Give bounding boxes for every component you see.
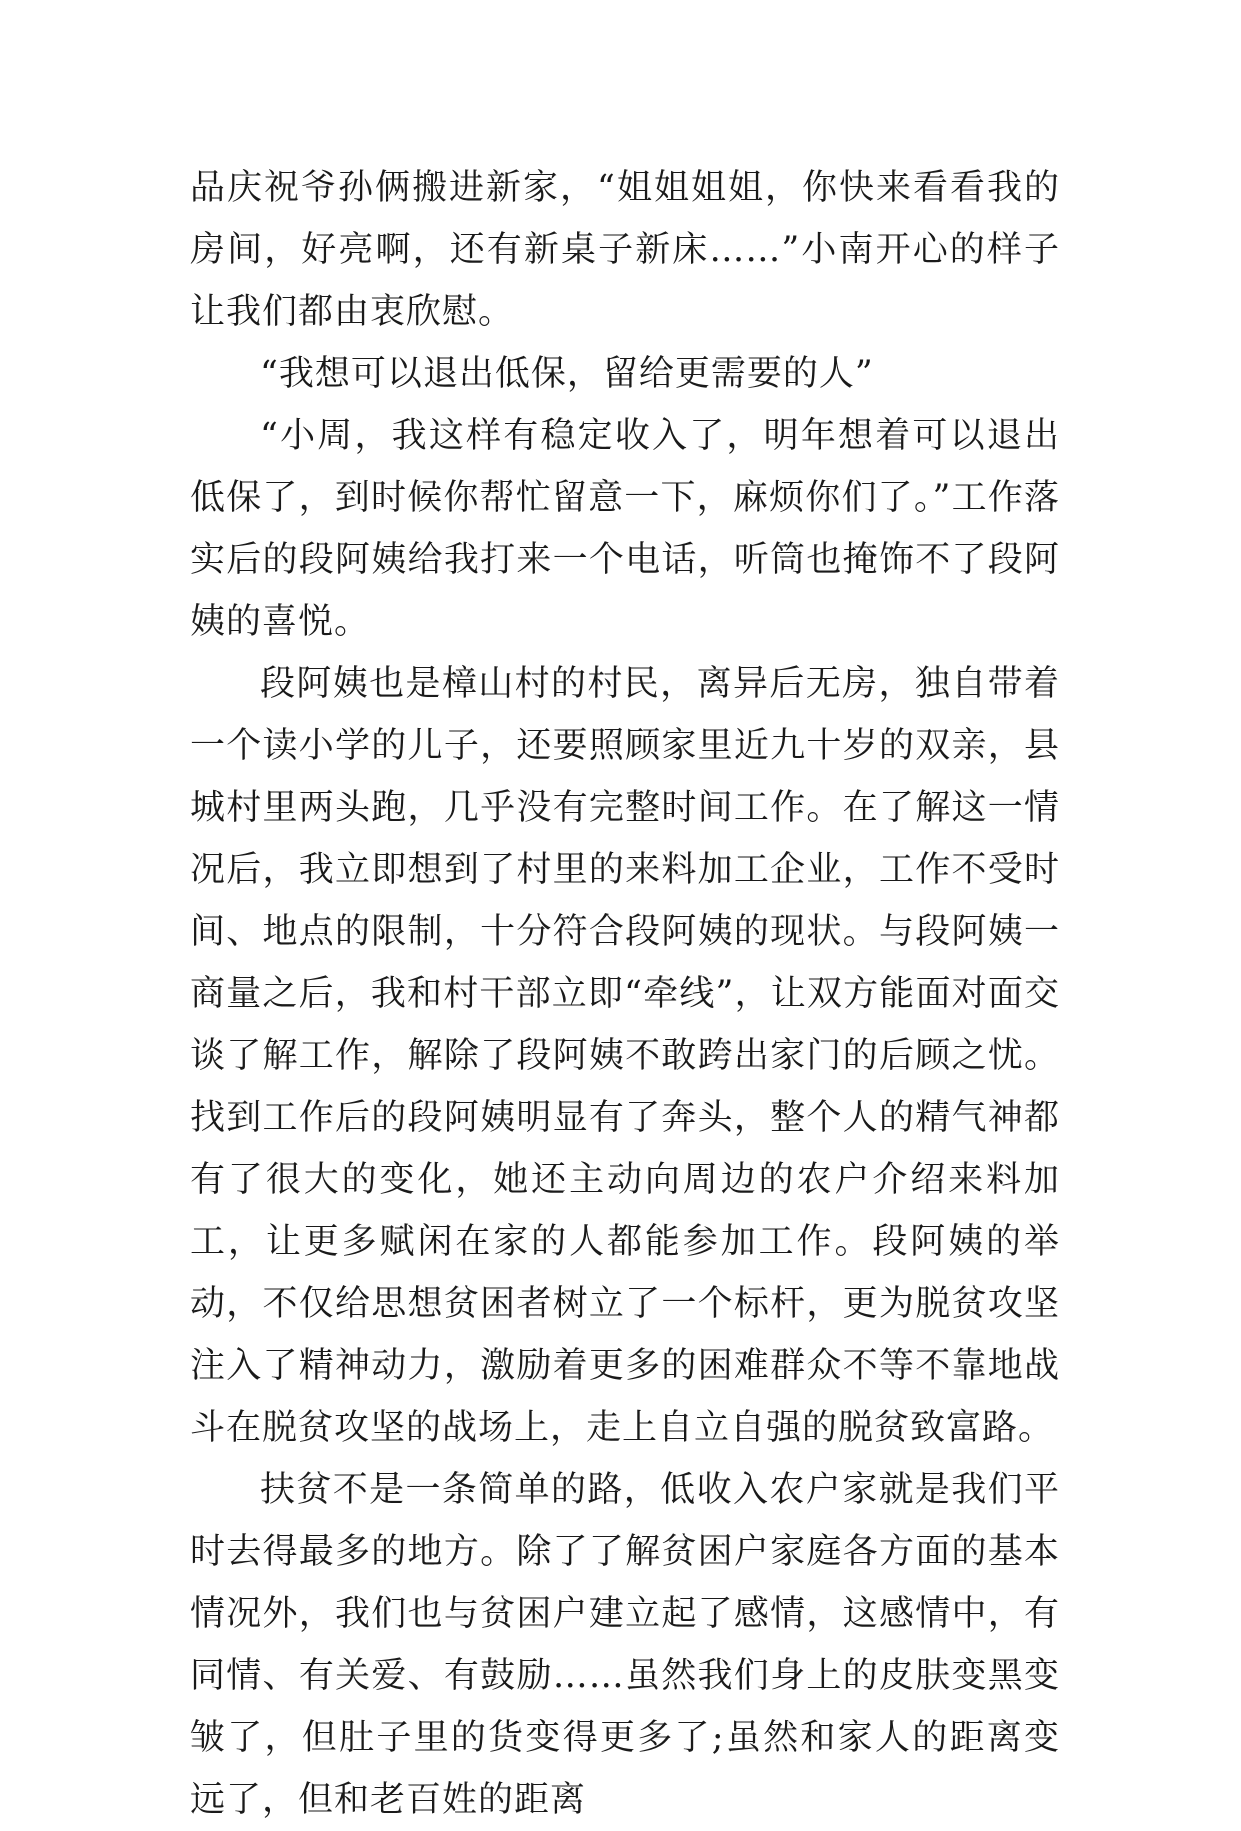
paragraph-continued: 品庆祝爷孙俩搬进新家，“姐姐姐姐，你快来看看我的房间，好亮啊，还有新桌子新床……”小南开心的样子让我们都由衷欣慰。 <box>190 168 1060 332</box>
paragraph: 扶贫不是一条简单的路，低收入农户家就是我们平时去得最多的地方。除了了解贫困户家庭各方面的基本情况外，我们也与贫困户建立起了感情，这感情中，有同情、有关爱、有鼓励……虽然我们身上的皮肤变黑变皱了，但肚子里的货变得更多了;虽然和家人的距离变远了，但和老百姓的距离 <box>190 1470 1060 1820</box>
paragraph: 段阿姨也是樟山村的村民，离异后无房，独自带着一个读小学的儿子，还要照顾家里近九十岁的双亲，县城村里两头跑，几乎没有完整时间工作。在了解这一情况后，我立即想到了村里的来料加工企业，工作不受时间、地点的限制，十分符合段阿姨的现状。与段阿姨一商量之后，我和村干部立即“牵线”，让双方能面对面交谈了解工作，解除了段阿姨不敢跨出家门的后顾之忧。找到工作后的段阿姨明显有了奔头，整个人的精气神都有了很大的变化，她还主动向周边的农户介绍来料加工，让更多赋闲在家的人都能参加工作。段阿姨的举动，不仅给思想贫困者树立了一个标杆，更为脱贫攻坚注入了精神动力，激励着更多的困难群众不等不靠地战斗在脱贫攻坚的战场上，走上自立自强的脱贫致富路。 <box>190 664 1060 1448</box>
paragraph: “小周，我这样有稳定收入了，明年想着可以退出低保了，到时候你帮忙留意一下，麻烦你们了。”工作落实后的段阿姨给我打来一个电话，听筒也掩饰不了段阿姨的喜悦。 <box>190 416 1060 642</box>
body-text <box>190 157 1060 1831</box>
section-heading: “我想可以退出低保，留给更需要的人” <box>260 354 874 394</box>
